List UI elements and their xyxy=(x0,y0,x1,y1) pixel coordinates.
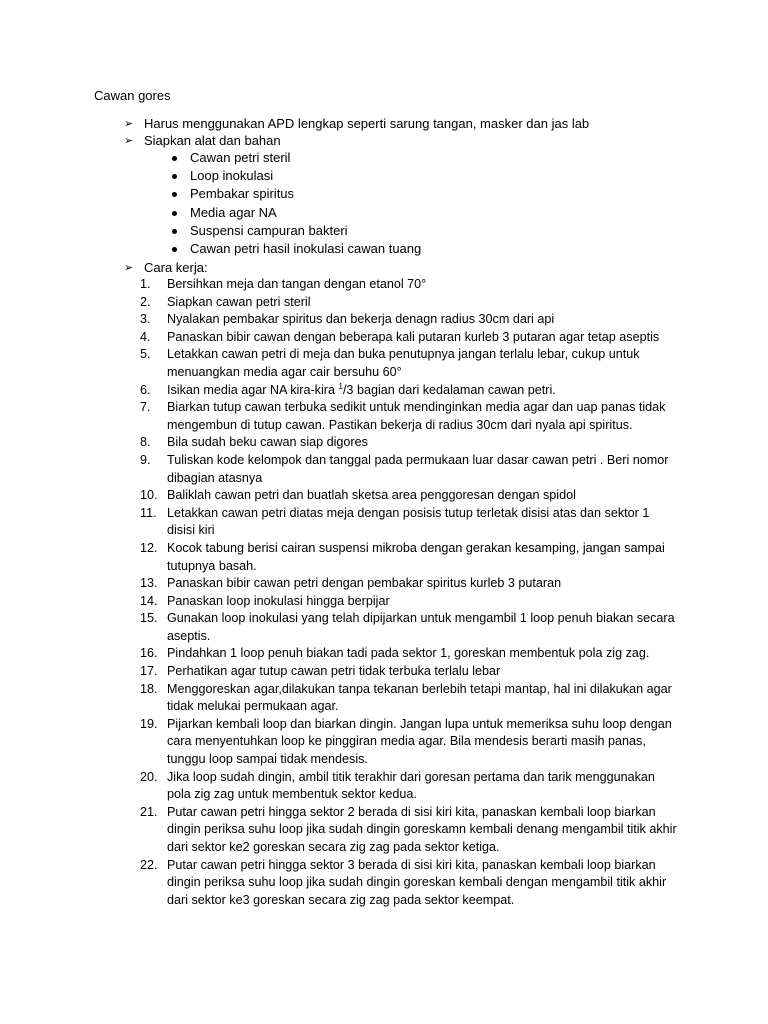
step-item xyxy=(140,382,680,400)
step-text: Pindahkan 1 loop penuh biakan tadi pada sektor 1, goreskan membentuk pola zig zag. xyxy=(167,646,650,661)
step-text: Perhatikan agar tutup cawan petri tidak terbuka terlalu lebar xyxy=(167,664,501,679)
step-text: Bila sudah beku cawan siap digores xyxy=(167,435,368,450)
step-number: 4. xyxy=(140,329,151,344)
procedure-steps xyxy=(140,276,680,909)
bullet-dot-icon xyxy=(172,229,177,234)
step-item xyxy=(140,857,680,910)
step-text: Putar cawan petri hingga sektor 2 berada di sisi kiri kita, panaskan kembali loop biarkan dingin periksa suhu loop jika sudah dingin goreskamn kembali denang mengambil titik akhir dari sektor ke2 goreskan secara zig zag pada sektor ketiga. xyxy=(167,804,677,854)
step-text: Nyalakan pembakar spiritus dan bekerja denagn radius 30cm dari api xyxy=(167,312,555,327)
step-item xyxy=(140,399,680,434)
step-item xyxy=(140,329,680,347)
step-text: Tuliskan kode kelompok dan tanggal pada permukaan luar dasar cawan petri . Beri nomor dibagian atasnya xyxy=(167,452,669,485)
step-text: Kocok tabung berisi cairan suspensi mikroba dengan gerakan kesamping, jangan sampai tutupnya basah. xyxy=(167,540,665,573)
step-number: 6. xyxy=(140,382,151,397)
arrow-bullet-icon: ➢ xyxy=(124,135,134,147)
arrow-item-text: Siapkan alat dan bahan xyxy=(144,133,281,148)
list-item xyxy=(172,149,421,167)
step-text: Siapkan cawan petri steril xyxy=(167,294,311,309)
step-item xyxy=(140,575,680,593)
step-text: Menggoreskan agar,dilakukan tanpa tekanan berlebih tetapi mantap, hal ini dilakukan agar tidak melukai permukaan agar. xyxy=(167,681,672,714)
step-item xyxy=(140,294,680,312)
step-number: 22. xyxy=(140,857,158,872)
list-item xyxy=(172,167,421,185)
bullet-dot-icon xyxy=(172,156,177,161)
step-number: 15. xyxy=(140,611,158,626)
step-text: Biarkan tutup cawan terbuka sedikit untuk mendinginkan media agar dan uap panas tidak mengembun di tutup cawan. Pastikan bekerja di radius 30cm dari nyala api spiritus. xyxy=(167,400,666,432)
list-item-text: Cawan petri steril xyxy=(190,150,291,165)
fraction-numerator: 1 xyxy=(338,381,343,391)
list-item xyxy=(172,222,421,240)
step-item xyxy=(140,610,680,645)
step-item xyxy=(140,487,680,505)
step-number: 14. xyxy=(140,593,158,608)
step-text: Pijarkan kembali loop dan biarkan dingin. Jangan lupa untuk memeriksa suhu loop dengan cara menyentuhkan loop ke pinggiran media agar. Bila mendesis berarti masih panas, tunggu loop sampai tidak mendesis. xyxy=(167,716,672,767)
list-item-text: Loop inokulasi xyxy=(190,168,274,184)
step-item xyxy=(140,804,680,857)
step-number: 13. xyxy=(140,576,158,591)
step-item xyxy=(140,663,680,681)
materials-list xyxy=(172,149,421,258)
step-number: 21. xyxy=(140,804,158,819)
step-text: /3 bagian dari kedalaman cawan petri. xyxy=(342,382,556,397)
bullet-dot-icon xyxy=(172,211,177,216)
step-text: Putar cawan petri hingga sektor 3 berada di sisi kiri kita, panaskan kembali loop biarkan dingin periksa suhu loop jika sudah dingin goreskan kembali dengan mengambil titik akhir dari sektor ke3 goreskan secara zig zag pada sektor keempat. xyxy=(167,857,667,907)
bullet-dot-icon xyxy=(172,247,177,252)
list-item-text: Cawan petri hasil inokulasi cawan tuang xyxy=(190,241,422,257)
step-text: Gunakan loop inokulasi yang telah dipijarkan untuk mengambil 1 loop penuh biakan secara aseptis. xyxy=(167,611,675,643)
step-number: 10. xyxy=(140,488,158,503)
step-item xyxy=(140,593,680,611)
step-text: Panaskan bibir cawan petri dengan pembakar spiritus kurleb 3 putaran xyxy=(167,576,562,591)
step-item xyxy=(140,540,680,575)
step-number: 16. xyxy=(140,646,158,661)
list-item-text: Media agar NA xyxy=(190,204,277,220)
step-text: Panaskan bibir cawan dengan beberapa kali putaran kurleb 3 putaran agar tetap aseptis xyxy=(167,329,660,344)
arrow-item-text: Cara kerja: xyxy=(144,260,208,275)
step-number: 7. xyxy=(140,400,151,415)
list-item xyxy=(172,204,421,222)
step-number: 9. xyxy=(140,452,151,467)
step-number: 11. xyxy=(140,505,157,520)
list-item-text: Suspensi campuran bakteri xyxy=(190,222,348,238)
arrow-bullet-icon: ➢ xyxy=(124,118,134,130)
step-number: 1. xyxy=(140,277,151,291)
step-text: Baliklah cawan petri dan buatlah sketsa area penggoresan dengan spidol xyxy=(167,488,576,503)
list-item xyxy=(172,185,421,203)
list-item xyxy=(172,240,421,258)
step-number: 17. xyxy=(140,664,158,679)
step-item xyxy=(140,645,680,663)
arrow-bullet-icon: ➢ xyxy=(124,262,134,274)
step-item xyxy=(140,276,680,294)
arrow-item-text: Harus menggunakan APD lengkap seperti sarung tangan, masker dan jas lab xyxy=(144,116,590,131)
step-item xyxy=(140,505,680,540)
step-item xyxy=(140,311,680,329)
step-text: Letakkan cawan petri diatas meja dengan posisis tutup terletak disisi atas dan sektor 1 disisi kiri xyxy=(167,505,650,538)
step-number: 5. xyxy=(140,347,151,362)
step-text: Isikan media agar NA kira-kira xyxy=(167,382,339,397)
step-number: 19. xyxy=(140,716,158,731)
step-number: 20. xyxy=(140,769,158,784)
step-number: 2. xyxy=(140,294,151,309)
list-item-text: Pembakar spiritus xyxy=(190,186,295,202)
step-number: 8. xyxy=(140,435,151,450)
step-item xyxy=(140,434,680,452)
step-item xyxy=(140,346,680,381)
step-item xyxy=(140,681,680,716)
step-number: 18. xyxy=(140,681,158,696)
step-text: Letakkan cawan petri di meja dan buka penutupnya jangan terlalu lebar, cukup untuk menuangkan media agar cair bersuhu 60° xyxy=(167,347,640,379)
step-text: Jika loop sudah dingin, ambil titik terakhir dari goresan pertama dan tarik menggunakan pola zig zag untuk membentuk sektor kedua. xyxy=(167,769,655,802)
step-text: Bersihkan meja dan tangan dengan etanol 70° xyxy=(167,277,427,291)
bullet-dot-icon xyxy=(172,174,177,179)
step-number: 3. xyxy=(140,312,151,327)
step-item xyxy=(140,452,680,487)
document-title: Cawan gores xyxy=(94,88,171,103)
bullet-dot-icon xyxy=(172,192,177,197)
step-item xyxy=(140,716,680,769)
step-text: Panaskan loop inokulasi hingga berpijar xyxy=(167,593,390,608)
step-number: 12. xyxy=(140,540,158,555)
step-item xyxy=(140,769,680,804)
